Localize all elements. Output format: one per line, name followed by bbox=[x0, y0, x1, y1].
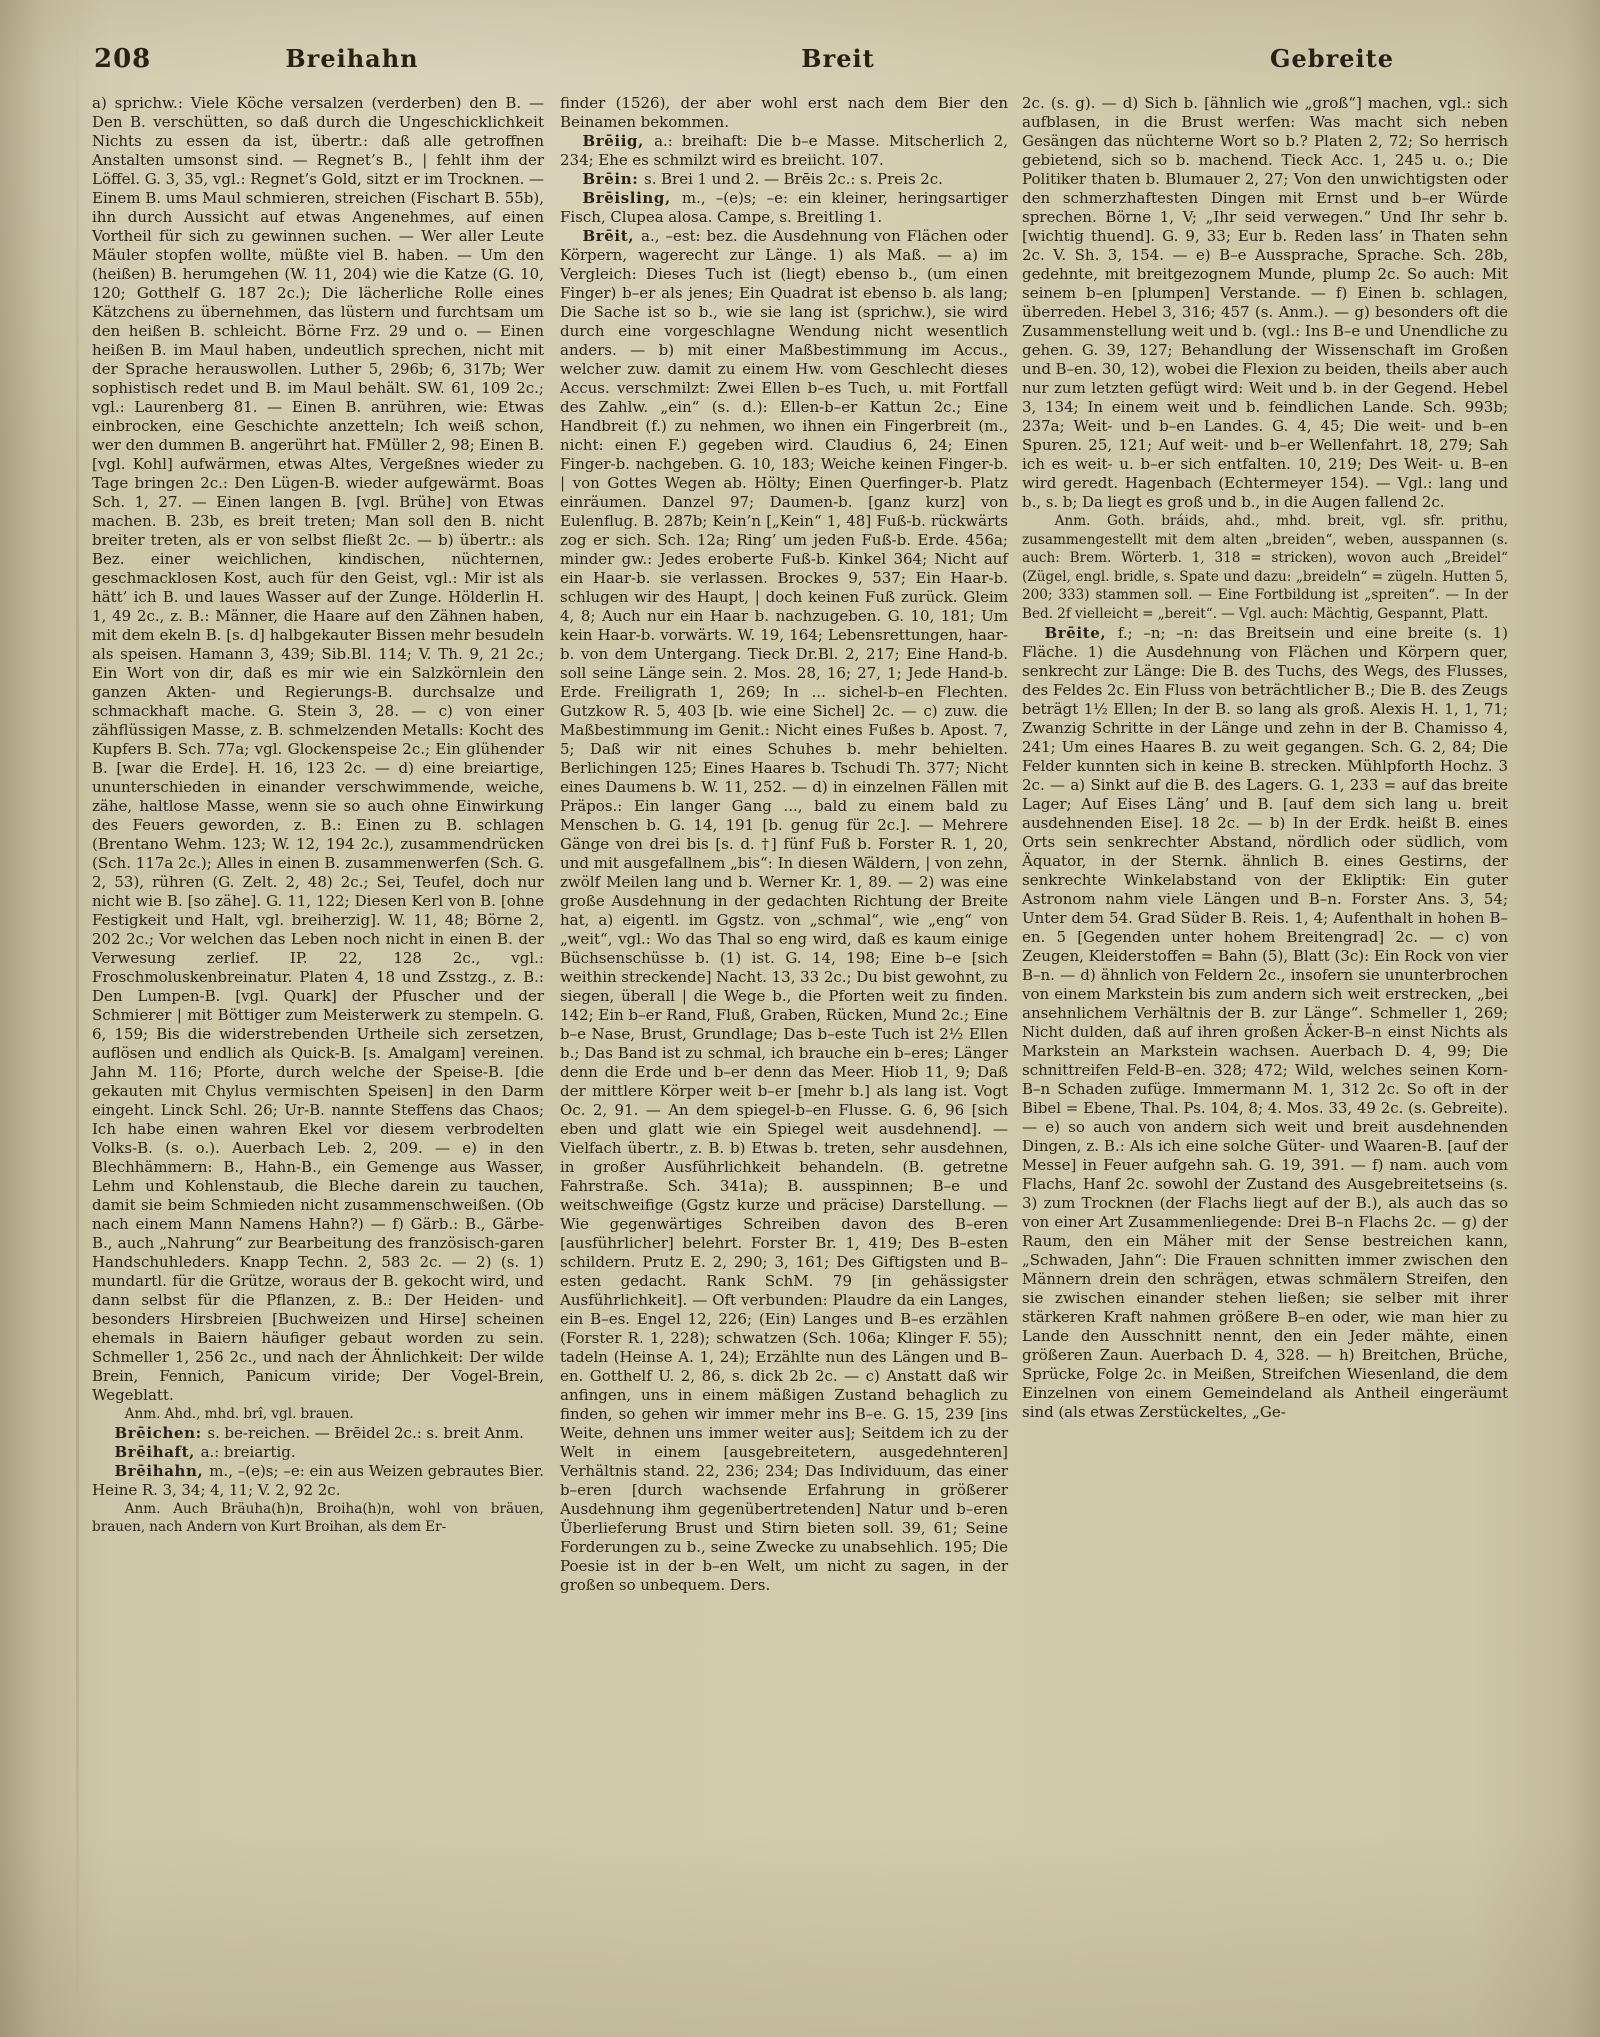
entry-headword: Brēite, bbox=[1044, 623, 1118, 642]
dictionary-entry: Brēite, f.; –n; –n: das Breitsein und eine breite (s. 1) Fläche. 1) die Ausdehnung von Flächen und Körpern quer, senkrecht zur Länge: Die B. des Tuchs, des Wegs, des Flusses, des Feldes 2c. Ein Fluss von beträchtlicher B.; Die B. des Zeugs beträgt 1½ Ellen; In der B. so lang als groß. Alexis H. 1, 1, 71; Zwanzig Schritte in der Länge und zehn in der B. Chamisso 4, 241; Um eines Haares B. zu weit gegangen. Sch. G. 2, 84; Die Felder kunnten sich in keine B. strecken. Mühlpforth Hochz. 3 2c. — a) Sinkt auf die B. des Lagers. G. 1, 233 = auf das breite Lager; Auf Eises Läng’ und B. [auf dem sich lang u. breit ausdehnenden Eise]. 18 2c. — b) In der Erdk. heißt B. eines Orts sein senkrechter Abstand, nördlich oder südlich, vom Äquator, in der Sternk. ähnlich B. eines Gestirns, der senkrechte Winkelabstand von der Ekliptik: Ein guter Astronom nahm viele Längen und B–n. Forster Ans. 3, 54; Unter dem 54. Grad Süder B. Reis. 1, 4; Aufenthalt in hohen B–en. 5 [Gegenden unter hohem Breitengrad] 2c. — c) von Zeugen, Kleiderstoffen = Bahn (5), Blatt (3c): Ein Rock von vier B–n. — d) ähnlich von Feldern 2c., insofern sie ununterbrochen von einem Markstein bis zum andern sich weit erstrecken, „bei ansehnlichem Verhältnis der B. zur Länge“. Schmeller 1, 269; Nicht dulden, daß auf ihren großen Äcker-B–n einst Nichts als Markstein an Markstein wachsen. Auerbach D. 4, 99; Die schnittreifen Feld-B–en. 328; 472; Wild, welches seinen Korn-B–n Schaden zufüge. Immermann M. 1, 312 2c. So oft in der Bibel = Ebene, Thal. Ps. 104, 8; 4. Mos. 33, 49 2c. (s. Gebreite). — e) so auch von andern sich weit und breit ausdehnenden Dingen, z. B.: Als ich eine solche Güter- und Waaren-B. [auf der Messe] in Feuer aufgehn sah. G. 19, 391. — f) nam. auch vom Flachs, Hanf 2c. sowohl der Zustand des Ausgebreitetseins (s. 3) zum Trocknen (der Flachs liegt auf der B.), als auch das so von einer Art Zusammenliegende: Drei B–n Flachs 2c. — g) der Raum, den ein Mäher mit der Sense bestreichen kann, „Schwaden, Jahn“: Die Frauen schnitten immer zwischen den Männern drein den schrägen, etwas schmälern Streifen, den sie zwischen einander stehen ließen; sie selber mit ihrer stärkeren Kraft nahmen größere B–en oder, wie man hier zu Lande den Ausschnitt nennt, den ein Jeder mähte, einen größeren Zaun. Auerbach D. 4, 328. — h) Breitchen, Brüche, Sprücke, Folge 2c. in Meißen, Streifchen Wiesenland, die dem Einzelnen von einem Gemeindeland als Antheil eingeräumt sind (als etwas Zerstückeltes, „Ge- bbox=[1022, 623, 1508, 1421]
dictionary-entry: Brēiig, a.: breihaft: Die b–e Masse. Mitscherlich 2, 234; Ehe es schmilzt wird es breiicht. 107. bbox=[560, 132, 1008, 169]
dictionary-entry: Brēihaft, a.: breiartig. bbox=[114, 1442, 296, 1461]
entry-headword: Brēisling, bbox=[582, 189, 682, 207]
page-number: 208 bbox=[94, 44, 152, 74]
paragraph: Anm. Ahd., mhd. brî, vgl. brauen. bbox=[124, 1406, 354, 1422]
page-gutter-crease bbox=[76, 0, 79, 2037]
paragraph: finder (1526), der aber wohl erst nach dem Bier den Beinamen bekommen. bbox=[560, 94, 1008, 131]
paragraph: Anm. Auch Bräuha(h)n, Broiha(h)n, wohl von bräuen, brauen, nach Andern von Kurt Broihan, als dem Er- bbox=[92, 1500, 544, 1536]
running-head-left: Breihahn bbox=[285, 44, 419, 73]
dictionary-entry: Brēit, a., –est: bez. die Ausdehnung von Flächen oder Körpern, wagerecht zur Länge. 1) als Maß. — a) im Vergleich: Dieses Tuch ist (liegt) ebenso b., (um einen Finger) b–er als jenes; Ein Quadrat ist ebenso b. als lang; Die Sache ist so b., wie sie lang ist (sprichw.), sie wird durch eine vorgeschlagne Wendung nicht wesentlich anders. — b) mit einer Maßbestimmung im Accus., welcher zuw. damit zu einem Hw. vom Geschlecht dieses Accus. verschmilzt: Zwei Ellen b–es Tuch, u. mit Fortfall des Zahlw. „ein“ (s. d.): Ellen-b–er Kattun 2c.; Eine Handbreit (f.) zu nehmen, wo ihnen ein Fingerbreit (m., nicht: einen F.) gegeben wird. Claudius 6, 24; Einen Finger-b. nachgeben. G. 10, 183; Weiche keinen Finger-b. | von Gottes Wegen ab. Hölty; Einen Querfinger-b. Platz einräumen. Danzel 97; Daumen-b. [ganz kurz] von Eulenflug. B. 287b; Kein’n [„Kein“ 1, 48] Fuß-b. rückwärts zog er sich. Sch. 12a; Ring’ um jeden Fuß-b. Erde. 456a; minder gw.: Jedes eroberte Fuß-b. Kinkel 364; Nicht auf ein Haar-b. sie verlassen. Brockes 9, 537; Ein Haar-b. schlugen wir des Haupt, | doch keinen Fuß zurück. Gleim 4, 8; Auch nur ein Haar b. nachzugeben. G. 10, 181; Um kein Haar-b. vorwärts. W. 19, 164; Lebensrettungen, haar-b. von dem Untergang. Tieck Dr.Bl. 2, 217; Eine Hand-b. soll seine Länge sein. 2. Mos. 28, 16; 27, 1; Jede Hand-b. Erde. Freiligrath 1, 269; In ... sichel-b–en Flechten. Gutzkow R. 5, 403 [b. wie eine Sichel] 2c. — c) zuw. die Maßbestimmung im Genit.: Nicht eines Fußes b. Apost. 7, 5; Daß wir nit eines Schuhes b. mehr behielten. Berlichingen 125; Eines Haares b. Tschudi Th. 377; Nicht eines Daumens b. W. 11, 252. — d) in einzelnen Fällen mit Präpos.: Ein langer Gang ..., bald zu einem bald zu Menschen b. G. 14, 191 [b. genug für 2c.]. — Mehrere Gänge von drei bis [s. d. †] fünf Fuß b. Forster R. 1, 20, und mit ausgefallnem „bis“: In diesen Wäldern, | von zehn, zwölf Meilen lang und b. Werner Kr. 1, 89. — 2) was eine große Ausdehnung in der gedachten Richtung der Breite hat, a) eigentl. im Ggstz. von „schmal“, wie „eng“ von „weit“, vgl.: Wo das Thal so eng wird, daß es kaum einige Büchsenschüsse b. (1) ist. G. 14, 198; Eine b–e [sich weithin streckende] Nacht. 13, 33 2c.; Du bist gewohnt, zu siegen, überall | die Wege b., die Pforten weit zu finden. 142; Ein b–er Rand, Fluß, Graben, Rücken, Mund 2c.; Eine b–e Nase, Brust, Grundlage; Das b–este Tuch ist 2½ Ellen b.; Das Band ist zu schmal, ich brauche ein b–eres; Länger denn die Erde und b–er denn das Meer. Hiob 11, 9; Daß der mittlere Körper weit b–er [mehr b.] als lang ist. Vogt Oc. 2, 91. — An dem spiegel-b–en Flusse. G. 6, 96 [sich eben und glatt wie ein Spiegel weit ausdehnend]. — Vielfach übertr., z. B. b) Etwas b. treten, sehr ausdehnen, in großer Ausführlichkeit behandeln. (B. getretne Fahrstraße. Sch. 341a); B. ausspinnen; B–e und weitschweifige (Ggstz kurze und präcise) Darstellung. — Wie gegenwärtiges Schreiben davon des B–eren [ausführlicher] belehrt. Forster Br. 1, 419; Des B–esten schildern. Prutz E. 2, 290; 3, 161; Des Giftigsten und B–esten gedacht. Rank SchM. 79 [in gehässigster Ausführlichkeit]. — Oft verbunden: Plaudre da ein Langes, ein B–es. Engel 12, 226; (Ein) Langes und B–es erzählen (Forster R. 1, 228); schwatzen (Sch. 106a; Klinger F. 55); tadeln (Heinse A. 1, 24); Erzählte nun des Längen und B–en. Gotthelf U. 2, 86, s. dick 2b 2c. — c) Anstatt daß wir anfingen, uns in einem mäßigen Zustand behaglich zu finden, so gehen wir immer mehr ins B–e. G. 15, 239 [ins Weite, dehnen uns immer weiter aus]; Seitdem ich zu der Welt in einem [ausgebreitetern, ausgedehnteren] Verhältnis stand. 22, 236; 234; Das Individuum, das einer b–eren [durch wachsende Erfahrung in größerer Ausdehnung ihm gegenübertretenden] Natur und b–eren Überlieferung Brust und Stirn bieten soll. 39, 61; Seine Forderungen zu b., seine Zwecke zu unabsehlich. 195; Die Poesie ist in der b–en Welt, um nicht zu sagen, in der großen so unbequem. Ders. bbox=[560, 227, 1008, 1594]
entry-headword: Brēihahn, bbox=[114, 1461, 210, 1480]
paragraph: Anm. Goth. bráids, ahd., mhd. breit, vgl. sfr. prithu, zusammengestellt mit dem alten „breiden“, weben, ausspannen (s. auch: Brem. Wörterb. 1, 318 = stricken), wovon auch „Breidel“ (Zügel, engl. bridle, s. Spate und dazu: „breideln“ = zügeln. Hutten 5, 200; 333) stammen soll. — Eine Fortbildung ist „spreiten“. — In der Bed. 2f vielleicht = „bereit“. — Vgl. auch: Mächtig, Gespannt, Platt. bbox=[1022, 513, 1508, 622]
running-head-center: Breit bbox=[801, 44, 875, 73]
entry-headword: Brēit, bbox=[582, 227, 642, 245]
text-column-2 bbox=[560, 94, 1008, 1595]
text-column-3 bbox=[1022, 94, 1508, 1422]
entry-headword: Brēiig, bbox=[582, 132, 655, 150]
entry-headword: Brēichen: bbox=[114, 1423, 208, 1442]
paragraph: a) sprichw.: Viele Köche versalzen (verderben) den B. — Den B. verschütten, so daß durch die Ungeschicklichkeit Nichts zu essen da ist, übertr.: daß alle getroffnen Anstalten umsonst sind. — Regnet’s B., | fehlt ihm der Löffel. G. 3, 35, vgl.: Regnet’s Gold, sitzt er im Trocknen. — Einem B. ums Maul schmieren, streichen (Fischart B. 55b), ihn durch Aussicht auf etwas Angenehmes, auf einen Vortheil für sich zu gewinnen suchen. — Wer aller Leute Mäuler stopfen wollte, müßte viel B. haben. — Um den (heißen) B. herumgehen (W. 11, 204) wie die Katze (G. 10, 120; Gotthelf G. 187 2c.); Die lächerliche Rolle eines Kätzchens zu übernehmen, das lüstern und furchtsam um den heißen B. schleicht. Börne Frz. 29 und o. — Einen heißen B. im Maul haben, undeutlich sprechen, nicht mit der Sprache herauswollen. Luther 5, 296b; 6, 317b; Wer sophistisch redet und B. im Maul behält. SW. 61, 109 2c.; vgl.: Laurenberg 81. — Einen B. anrühren, wie: Etwas einbrocken, eine Geschichte anzetteln; Ich weiß schon, wer den dummen B. angerührt hat. FMüller 2, 98; Einen B. [vgl. Kohl] aufwärmen, etwas Altes, Vergeßnes wieder zu Tage bringen 2c.: Den Lügen-B. wieder aufgewärmt. Boas Sch. 1, 27. — Einen langen B. [vgl. Brühe] von Etwas machen. B. 23b, es breit treten; Man soll den B. nicht breiter treten, als er von selbst fließt 2c. — b) übertr.: als Bez. einer weichlichen, kindischen, nüchternen, geschmacklosen Kost, auch für den Geist, vgl.: Mir ist als hätt’ ich B. und laues Wasser auf der Zunge. Hölderlin H. 1, 49 2c., z. B.: Männer, die Haare auf den Zähnen haben, mit dem ekeln B. [s. d] halbgekauter Bissen mehr besudeln als speisen. Hamann 3, 439; Sib.Bl. 114; V. Th. 9, 21 2c.; Ein Wort von dir, daß es mir wie ein Salzkörnlein den ganzen Akten- und Regierungs-B. durchsalze und schmackhaft mache. G. Stein 3, 28. — c) von einer zähflüssigen Masse, z. B. schmelzenden Metalls: Kocht des Kupfers B. Sch. 77a; vgl. Glockenspeise 2c.; Ein glühender B. [war die Erde]. H. 16, 123 2c. — d) eine breiartige, ununterschieden in einander verschwimmende, weiche, zähe, haltlose Masse, wenn sie so auch ohne Einwirkung des Feuers geworden, z. B.: Einen zu B. schlagen (Brentano Wehm. 123; W. 12, 194 2c.), zusammendrücken (Sch. 117a 2c.); Alles in einen B. zusammenwerfen (Sch. G. 2, 53), rühren (G. Zelt. 2, 48) 2c.; Sei, Teufel, doch nur nicht wie B. [so zähe]. G. 11, 122; Diesen Kerl von B. [ohne Festigkeit und Halt, vgl. breiherzig]. W. 11, 48; Börne 2, 202 2c.; Vor welchen das Leben noch nicht in einen B. der Verwesung zerlief. IP. 22, 128 2c., vgl.: Froschmoluskenbreinatur. Platen 4, 18 und Zsstzg., z. B.: Den Lumpen-B. [vgl. Quark] der Pfuscher und der Schmierer | mit Böttiger zum Meisterwerk zu stempeln. G. 6, 159; Bis die widerstrebenden Urtheile sich zersetzen, auflösen und endlich als Quick-B. [s. Amalgam] vereinen. Jahn M. 116; Pforte, durch welche der Speise-B. [die gekauten mit Chylus vermischten Speisen] in den Darm eingeht. Linck Schl. 26; Ur-B. nannte Steffens das Chaos; Ich habe einen wahren Ekel vor diesem verbrodelten Volks-B. (s. o.). Auerbach Leb. 2, 209. — e) in den Blechhämmern: B., Hahn-B., ein Gemenge aus Wasser, Lehm und Kohlenstaub, die Bleche darein zu tauchen, damit sie beim Schmieden nicht zusammenschweißen. (Ob nach einem Mann Namens Hahn?) — f) Gärb.: B., Gärbe-B., auch „Nahrung“ zur Bearbeitung des französisch-garen Handschuhleders. Knapp Techn. 2, 583 2c. — 2) (s. 1) mundartl. für die Grütze, woraus der B. gekocht wird, und dann selbst für die Pflanzen, z. B.: Der Heiden- und besonders Hirsbreien [Buchweizen und Hirse] scheinen ehemals in Baiern häufiger gebaut worden zu sein. Schmeller 1, 256 2c., und nach der Ähnlichkeit: Der wilde Brein, Fennich, Panicum viride; Der Vogel-Brein, Wegeblatt. bbox=[92, 94, 544, 1404]
text-column-1 bbox=[92, 94, 544, 1537]
dictionary-entry: Brēichen: s. be-reichen. — Brēidel 2c.: s. breit Anm. bbox=[114, 1423, 524, 1442]
dictionary-entry: Brēin: s. Brei 1 und 2. — Brēis 2c.: s. Preis 2c. bbox=[582, 170, 943, 188]
running-head-right: Gebreite bbox=[1270, 44, 1394, 73]
dictionary-entry: Brēisling, m., –(e)s; –e: ein kleiner, heringsartiger Fisch, Clupea alosa. Campe, s. Breitling 1. bbox=[560, 189, 1008, 226]
entry-headword: Brēin: bbox=[582, 170, 644, 188]
paragraph: 2c. (s. g). — d) Sich b. [ähnlich wie „groß“] machen, vgl.: sich aufblasen, in die Brust werfen: Was macht sich neben Gesängen das nüchterne Wort so b.? Platen 2, 72; So herrisch gebietend, sich so b. machend. Tieck Acc. 1, 245 u. o.; Die Politiker thaten b. Blumauer 2, 27; Von den unwichtigsten oder den schmerzhaftesten Dingen mit Ernst und b–er Würde sprechen. Börne 1, V; „Ihr seid verwegen.“ Und Ihr sehr b. [wichtig thuend]. G. 9, 33; Eur b. Reden lass’ in Thaten sehn 2c. V. Sh. 3, 154. — e) B–e Aussprache, Sprache. Sch. 28b, gedehnte, mit breitgezognem Munde, plump 2c. So auch: Mit seinem b–en [plumpen] Verstande. — f) Einen b. schlagen, überreden. Hebel 3, 316; 457 (s. Anm.). — g) besonders oft die Zusammenstellung weit und b. (vgl.: Ins B–e und Unendliche zu gehen. G. 39, 127; Behandlung der Wissenschaft im Großen und B–en. 30, 12), wobei die Flexion zu beiden, theils aber auch nur zum letzten gefügt wird: Weit und b. in der Gegend. Hebel 3, 134; In einem weit und b. feindlichen Lande. Sch. 993b; 237a; Weit- und b–en Landes. G. 4, 45; Die weit- und b–en Spuren. 25, 121; Auf weit- und b–er Wellenfahrt. 18, 279; Sah ich es weit- u. b–er sich entfalten. 10, 219; Des Weit- u. B–en wird geredt. Hagenbach (Echtermeyer 154). — Vgl.: lang und b., s. b; Da liegt es groß und b., in die Augen fallend 2c. bbox=[1022, 94, 1508, 511]
dictionary-entry: Brēihahn, m., –(e)s; –e: ein aus Weizen gebrautes Bier. Heine R. 3, 34; 4, 11; V. 2, 92 2c. bbox=[92, 1461, 544, 1499]
entry-headword: Brēihaft, bbox=[114, 1442, 201, 1461]
